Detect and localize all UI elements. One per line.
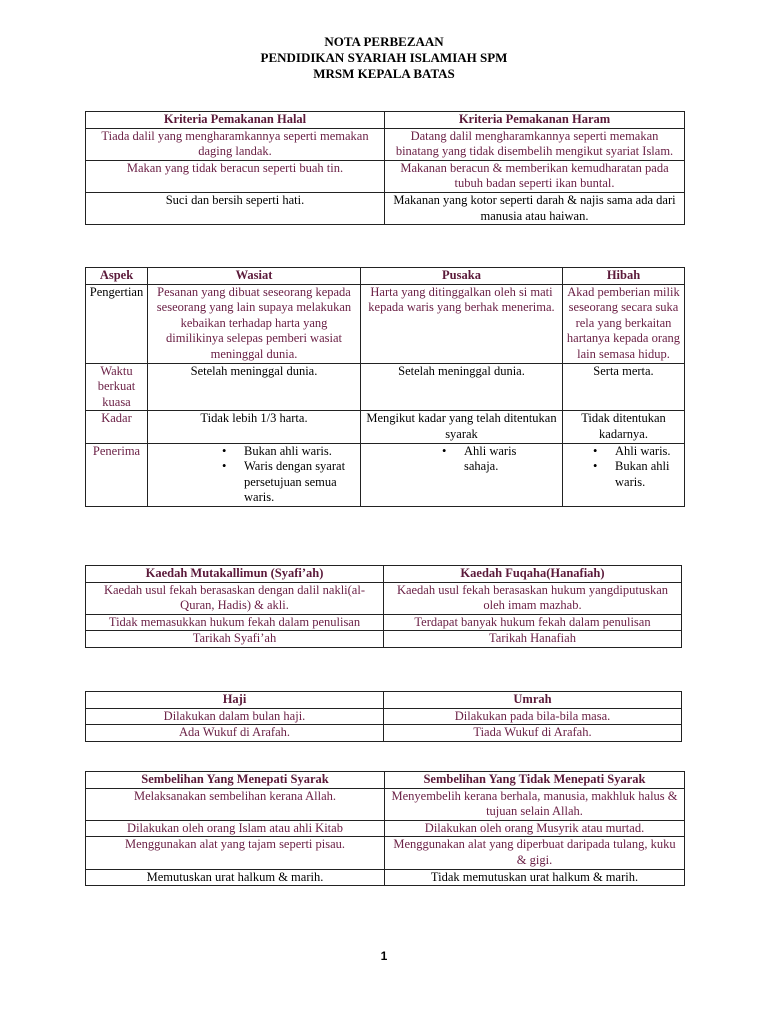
table-row [86, 363, 685, 411]
table-cell: Menggunakan alat yang tajam seperti pisau. [86, 837, 385, 869]
table-row [86, 443, 685, 506]
row-label-pengertian: Pengertian [86, 284, 148, 363]
document-subtitle: PENDIDIKAN SYARIAH ISLAMIAH SPM [260, 50, 508, 65]
list-item: • Ahli waris sahaja. [464, 444, 536, 475]
table-row [86, 614, 682, 631]
table-cell: Kaedah usul fekah berasaskan hukum yangdiputuskan oleh imam mazhab. [384, 582, 682, 614]
bullet-list [244, 444, 357, 506]
table-cell: Harta yang ditinggalkan oleh si mati kepada waris yang berhak menerima. [361, 284, 563, 363]
table-cell: Dilakukan dalam bulan haji. [86, 708, 384, 725]
table-cell: Dilakukan oleh orang Musyrik atau murtad. [385, 820, 685, 837]
header-pusaka: Pusaka [361, 268, 563, 285]
table-cell: Setelah meninggal dunia. [148, 363, 361, 411]
header-aspek: Aspek [86, 268, 148, 285]
table-cell: Tarikah Syafi’ah [86, 631, 384, 648]
table-cell: Makan yang tidak beracun seperti buah tin. [86, 160, 385, 192]
table-cell: Serta merta. [563, 363, 685, 411]
table-row [86, 160, 685, 192]
header-hibah: Hibah [563, 268, 685, 285]
table-cell: Dilakukan oleh orang Islam atau ahli Kitab [86, 820, 385, 837]
header-umrah: Umrah [384, 692, 682, 709]
table-cell [361, 443, 563, 506]
table-cell: Pesanan yang dibuat seseorang kepada seseorang yang lain supaya melakukan kebaikan terhadap harta yang dimilikinya selepas pemberi wasiat meninggal dunia. [148, 284, 361, 363]
table-row [86, 631, 682, 648]
header-menepati: Sembelihan Yang Menepati Syarak [86, 772, 385, 789]
table-cell: Tidak memutuskan urat halkum & marih. [385, 869, 685, 886]
table-cell: Mengikut kadar yang telah ditentukan syarak [361, 411, 563, 443]
harta-table [85, 267, 685, 507]
table-row [86, 708, 682, 725]
table-cell: Tidak memasukkan hukum fekah dalam penulisan [86, 614, 384, 631]
table-cell: Tiada Wukuf di Arafah. [384, 725, 682, 742]
table-row [86, 284, 685, 363]
table-row [86, 128, 685, 160]
table-cell: Akad pemberian milik seseorang secara suka rela yang berkaitan hartanya kepada orang lain semasa hidup. [563, 284, 685, 363]
table-cell: Datang dalil mengharamkannya seperti memakan binatang yang tidak disembelih mengikut syariat Islam. [385, 128, 685, 160]
document-title: NOTA PERBEZAAN [324, 34, 444, 49]
list-item: • Bukan ahli waris. [244, 444, 357, 460]
sembelihan-table [85, 771, 685, 886]
table-cell: Tiada dalil yang mengharamkannya seperti memakan daging landak. [86, 128, 385, 160]
list-item: • Waris dengan syarat persetujuan semua waris. [244, 459, 357, 506]
bullet-list [615, 444, 679, 491]
kaedah-table [85, 565, 682, 648]
header-fuqaha: Kaedah Fuqaha(Hanafiah) [384, 566, 682, 583]
table-cell: Melaksanakan sembelihan kerana Allah. [86, 788, 385, 820]
table-cell: Makanan beracun & memberikan kemudharatan pada tubuh badan seperti ikan buntal. [385, 160, 685, 192]
table-cell: Ada Wukuf di Arafah. [86, 725, 384, 742]
table-header-row [86, 566, 682, 583]
table-cell: Menggunakan alat yang diperbuat daripada tulang, kuku & gigi. [385, 837, 685, 869]
table-row [86, 837, 685, 869]
makanan-table [85, 111, 685, 225]
header-tidak-menepati: Sembelihan Yang Tidak Menepati Syarak [385, 772, 685, 789]
row-label-kadar: Kadar [86, 411, 148, 443]
table-row [86, 820, 685, 837]
table-header-row [86, 112, 685, 129]
table-row [86, 192, 685, 224]
table-cell: Setelah meninggal dunia. [361, 363, 563, 411]
table-row [86, 725, 682, 742]
table-cell: Makanan yang kotor seperti darah & najis sama ada dari manusia atau haiwan. [385, 192, 685, 224]
table-cell [148, 443, 361, 506]
header-wasiat: Wasiat [148, 268, 361, 285]
header-mutakallimun: Kaedah Mutakallimun (Syafi’ah) [86, 566, 384, 583]
table-header-row [86, 772, 685, 789]
table-cell [563, 443, 685, 506]
table-cell: Suci dan bersih seperti hati. [86, 192, 385, 224]
table-row [86, 582, 682, 614]
table-cell: Kaedah usul fekah berasaskan dengan dalil nakli(al-Quran, Hadis) & akli. [86, 582, 384, 614]
school-name: MRSM KEPALA BATAS [313, 66, 455, 81]
table-row [86, 411, 685, 443]
row-label-penerima: Penerima [86, 443, 148, 506]
table-cell: Terdapat banyak hukum fekah dalam penulisan [384, 614, 682, 631]
row-label-waktu: Waktu berkuat kuasa [86, 363, 148, 411]
haji-umrah-table [85, 691, 682, 742]
header-halal: Kriteria Pemakanan Halal [86, 112, 385, 129]
table-header-row [86, 268, 685, 285]
header-haji: Haji [86, 692, 384, 709]
table-header-row [86, 692, 682, 709]
bullet-list [464, 444, 536, 475]
page-number: 1 [380, 949, 388, 963]
table-cell: Tidak lebih 1/3 harta. [148, 411, 361, 443]
list-item: • Ahli waris. [615, 444, 679, 460]
table-row [86, 869, 685, 886]
table-cell: Memutuskan urat halkum & marih. [86, 869, 385, 886]
table-cell: Dilakukan pada bila-bila masa. [384, 708, 682, 725]
table-cell: Tidak ditentukan kadarnya. [563, 411, 685, 443]
table-cell: Menyembelih kerana berhala, manusia, makhluk halus & tujuan selain Allah. [385, 788, 685, 820]
table-cell: Tarikah Hanafiah [384, 631, 682, 648]
list-item: • Bukan ahli waris. [615, 459, 679, 490]
header-haram: Kriteria Pemakanan Haram [385, 112, 685, 129]
table-row [86, 788, 685, 820]
